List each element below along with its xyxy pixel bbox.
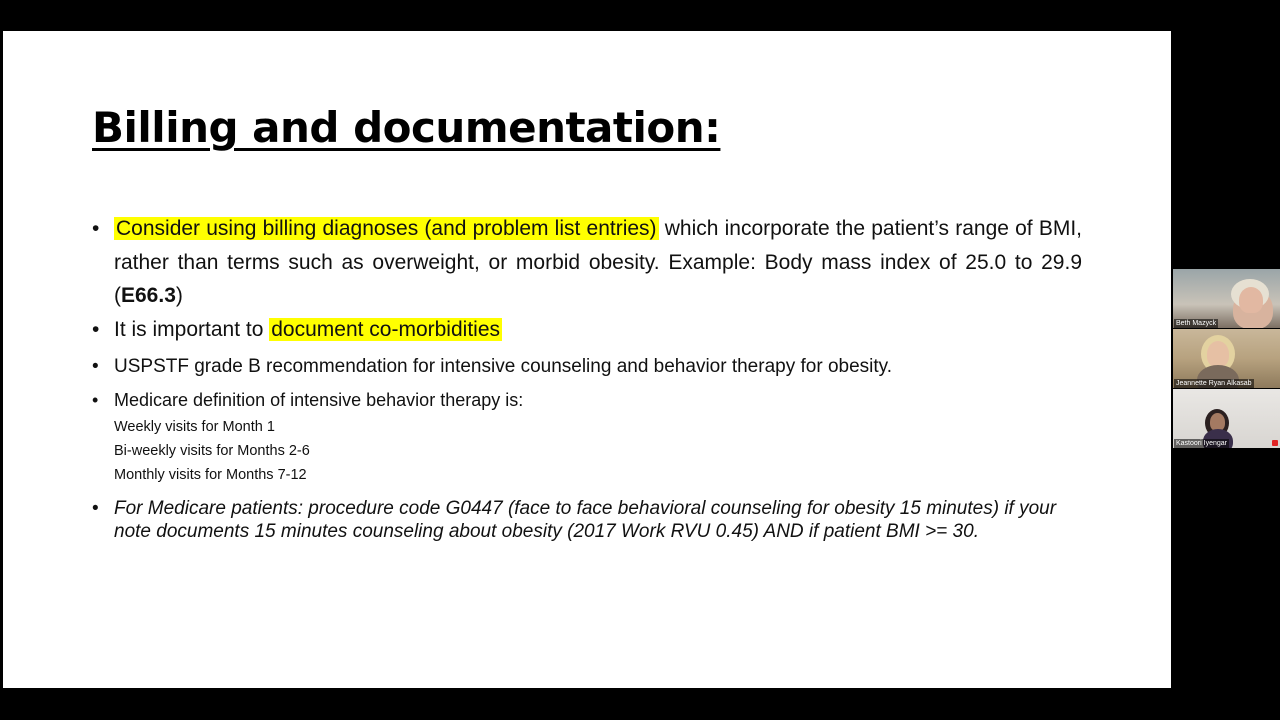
highlight-billing-diagnoses: Consider using billing diagnoses (and problem list entries)	[116, 217, 657, 240]
schedule-item: Weekly visits for Month 1	[114, 419, 275, 435]
bullet-medicare-definition	[92, 387, 1082, 413]
participant-tile[interactable]	[1173, 269, 1280, 328]
participant-face	[1207, 341, 1229, 367]
bullet-dot: •	[92, 390, 99, 410]
video-participants-panel	[1173, 269, 1280, 449]
participant-name: Jeannette Ryan Alkasab	[1176, 380, 1252, 387]
slide-title: Billing and documentation:	[92, 103, 721, 152]
schedule-item: Bi-weekly visits for Months 2-6	[114, 443, 310, 459]
bullet-dot: •	[92, 317, 100, 341]
muted-mic-icon	[1272, 440, 1278, 446]
bullet-text: For Medicare patients: procedure code G0447 (face to face behavioral counseling for obesity 15 minutes) if your note documents 15 minutes counseling about obesity (2017 Work RVU 0.45) AND if patient BMI >= 30.	[114, 498, 1057, 542]
bullet-text: Medicare definition of intensive behavior therapy is:	[114, 390, 524, 410]
highlight-comorbidities: document co-morbidities	[271, 317, 500, 341]
participant-tile[interactable]	[1173, 329, 1280, 388]
participant-tile[interactable]	[1173, 389, 1280, 448]
bullet-comorbidities	[92, 313, 1082, 347]
participant-face	[1239, 287, 1263, 313]
bullet-billing-diagnoses	[92, 212, 1082, 313]
slide-body	[92, 212, 1082, 543]
schedule-item: Monthly visits for Months 7-12	[114, 467, 307, 483]
presentation-slide	[3, 31, 1171, 688]
participant-name: Beth Mazyck	[1176, 320, 1217, 327]
bullet-uspstf	[92, 354, 1082, 379]
bullet-text: which incorporate the patient’s range of BMI, rather than terms such as overweight, or morbid obesity. Example: Body mass index of 25.0 to 29.9 (	[114, 217, 1082, 307]
visit-schedule-list	[92, 415, 1082, 487]
bullet-dot: •	[92, 498, 99, 519]
bullet-dot: •	[92, 356, 99, 377]
bullet-medicare-procedure	[92, 497, 1082, 543]
bullet-dot: •	[92, 217, 100, 240]
icd-code: E66.3	[121, 284, 176, 307]
participant-name: Kastoori Iyengar	[1176, 440, 1227, 447]
bullet-text: USPSTF grade B recommendation for intensive counseling and behavior therapy for obesity.	[114, 356, 893, 377]
bullet-text-close: )	[175, 284, 183, 307]
bullet-text: It is important to	[114, 317, 270, 341]
